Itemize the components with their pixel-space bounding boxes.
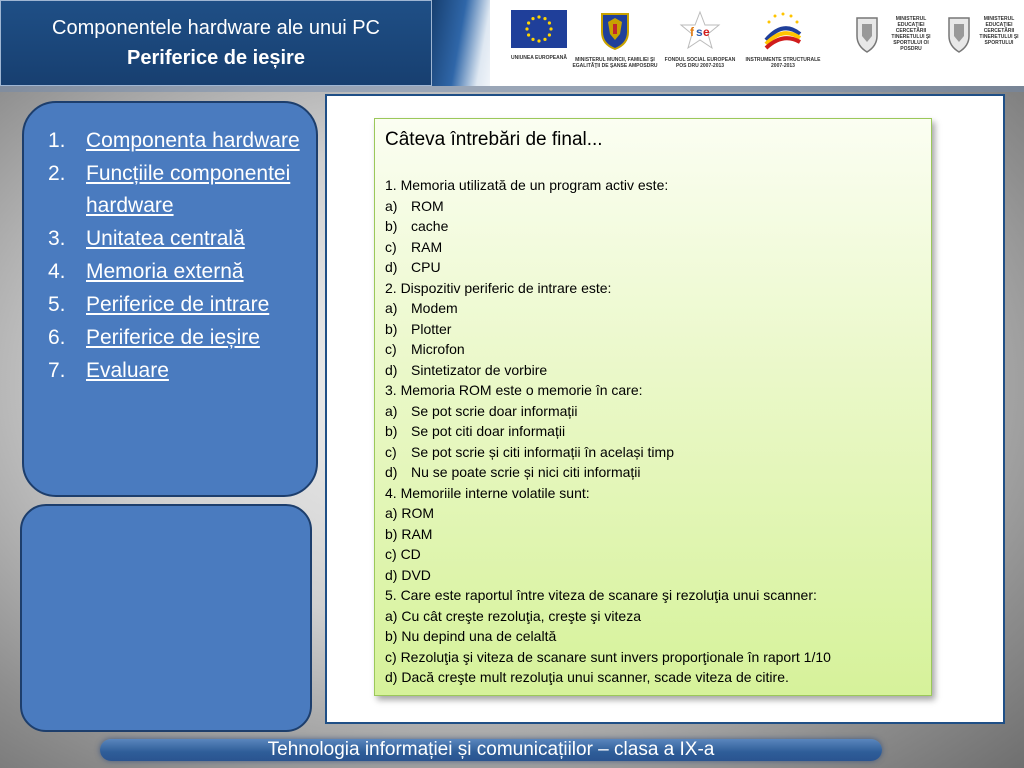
option-letter: a) [385, 197, 398, 214]
quiz-option [385, 667, 831, 688]
quiz-option [385, 524, 831, 545]
option-text: cache [411, 218, 449, 234]
quiz-option [385, 503, 831, 524]
svg-text:f: f [690, 25, 694, 39]
option-text: DVD [401, 566, 431, 583]
option-letter: c) [385, 648, 397, 665]
option-letter: d) [385, 259, 398, 275]
quiz-option [385, 319, 831, 340]
option-text: Se pot scrie doar informații [411, 402, 578, 419]
option-letter: c) [385, 546, 397, 562]
quiz-option [385, 401, 831, 422]
option-letter: a) [385, 402, 398, 419]
option-letter: b) [385, 525, 398, 542]
quiz-box [374, 118, 932, 696]
ministry-education-icon [854, 14, 940, 54]
logo-caption: MINISTERUL EDUCAŢIEI CERCETĂRII TINERETULUI ŞI SPORTULUI [979, 16, 1019, 46]
option-text: ROM [411, 197, 444, 214]
nav-link-memoria-externa[interactable]: Memoria externă [86, 260, 244, 283]
nav-item-periferice-intrare [44, 289, 314, 321]
nav-link-unitatea-centrala[interactable]: Unitatea centrală [86, 227, 245, 250]
quiz-option [385, 647, 831, 668]
option-text: Cu cât creşte rezoluţia, creşte şi viteza [401, 607, 641, 624]
nav-item-unitatea-centrala [44, 223, 314, 255]
quiz-body [385, 175, 831, 688]
nav-item-number: 4. [48, 260, 66, 283]
ministry-education-icon-2 [946, 14, 1024, 54]
logo-caption: FONDUL SOCIAL EUROPEAN POS DRU 2007-2013 [664, 57, 736, 69]
eu-flag-icon [510, 10, 568, 61]
svg-text:e: e [703, 25, 710, 39]
logo-caption: UNIUNEA EUROPEANĂ [511, 55, 567, 61]
quiz-question: 2. Dispozitiv periferic de intrare este: [385, 279, 612, 296]
quiz-question: 1. Memoria utilizată de un program activ este: [385, 177, 669, 193]
quiz-option [385, 298, 831, 319]
quiz-question: 5. Care este raportul între viteza de scanare şi rezoluţia unui scanner: [385, 587, 817, 603]
svg-text:s: s [696, 25, 703, 39]
option-letter: b) [385, 320, 398, 337]
nav-item-periferice-iesire [44, 322, 314, 354]
option-letter: d) [385, 669, 398, 685]
fse-logo-icon [662, 10, 738, 69]
logo-caption: MINISTERUL EDUCAŢIEI CERCETĂRII TINERETULUI ŞI SPORTULUI OI POSDRU [891, 16, 931, 52]
nav-item-number: 3. [48, 227, 66, 250]
slide-title-box [0, 0, 432, 86]
nav-link-periferice-intrare[interactable]: Periferice de intrare [86, 293, 270, 316]
option-text: Dacă creşte mult rezoluţia unui scanner, scade viteza de citire. [401, 669, 789, 685]
option-text: RAM [411, 238, 443, 255]
option-text: Se pot scrie și citi informații în același timp [411, 443, 674, 460]
quiz-option [385, 565, 831, 586]
header-divider [0, 86, 1024, 92]
option-letter: b) [385, 423, 398, 439]
structural-instruments-icon [742, 10, 824, 69]
quiz-option [385, 360, 831, 381]
logo-caption: INSTRUMENTE STRUCTURALE 2007-2013 [745, 57, 821, 69]
option-text: RAM [401, 525, 433, 542]
option-text: Plotter [411, 320, 452, 337]
nav-item-componenta-hardware [44, 125, 314, 157]
quiz-option [385, 196, 831, 217]
option-text: Modem [411, 300, 458, 316]
nav-item-number: 7. [48, 359, 66, 382]
quiz-option [385, 237, 831, 258]
nav-item-memoria-externa [44, 256, 314, 288]
nav-link-componenta-hardware[interactable]: Componenta hardware [86, 129, 300, 152]
option-text: Se pot citi doar informații [411, 423, 566, 439]
nav-item-number: 2. [48, 162, 66, 185]
option-text: Nu depind una de celaltă [401, 628, 557, 644]
quiz-option [385, 257, 831, 278]
option-letter: d) [385, 361, 398, 378]
option-text: Sintetizator de vorbire [411, 361, 548, 378]
lesson-nav-list [44, 125, 314, 388]
option-text: CPU [411, 259, 441, 275]
empty-panel [20, 504, 312, 732]
option-text: Rezoluţia şi viteza de scanare sunt invers proporţionale în raport 1/10 [400, 648, 831, 665]
slide-subtitle: Periferice de ieșire [127, 47, 305, 69]
quiz-option [385, 442, 831, 463]
nav-link-functiile[interactable]: Funcțiile componentei hardware [86, 162, 291, 217]
nav-link-periferice-iesire[interactable]: Periferice de ieșire [86, 326, 260, 349]
sponsor-logo-strip [490, 0, 1024, 86]
option-letter: c) [385, 341, 397, 357]
quiz-option [385, 216, 831, 237]
quiz-option [385, 462, 831, 483]
quiz-question: 4. Memoriile interne volatile sunt: [385, 484, 590, 501]
nav-item-evaluare [44, 355, 314, 387]
quiz-option [385, 339, 831, 360]
option-letter: d) [385, 464, 398, 480]
slide-title: Componentele hardware ale unui PC [52, 17, 380, 39]
option-letter: b) [385, 628, 398, 644]
quiz-option [385, 626, 831, 647]
footer-text: Tehnologia informației și comunicațiilor – clasa a IX-a [267, 739, 715, 760]
option-text: Microfon [411, 341, 465, 357]
option-letter: b) [385, 218, 398, 234]
option-letter: a) [385, 300, 398, 316]
option-letter: a) [385, 505, 398, 521]
option-letter: c) [385, 443, 397, 460]
option-letter: a) [385, 607, 398, 624]
footer-bar [100, 739, 882, 761]
quiz-title: Câteva întrebări de final... [385, 129, 603, 150]
nav-link-evaluare[interactable]: Evaluare [86, 359, 169, 382]
nav-item-functiile [44, 158, 314, 222]
option-text: ROM [401, 505, 435, 521]
quiz-option [385, 544, 831, 565]
option-letter: d) [385, 566, 398, 583]
lesson-nav-panel [22, 101, 318, 497]
quiz-option [385, 606, 831, 627]
option-text: CD [400, 546, 421, 562]
option-text: Nu se poate scrie și nici citi informații [411, 464, 641, 480]
logo-caption: MINISTERUL MUNCII, FAMILIEI ŞI EGALITĂŢII DE ŞANSE AMPOSDRU [572, 57, 658, 69]
quiz-question: 3. Memoria ROM este o memorie în care: [385, 382, 643, 398]
nav-item-number: 6. [48, 326, 66, 349]
nav-item-number: 1. [48, 129, 66, 152]
nav-item-number: 5. [48, 293, 66, 316]
quiz-option [385, 421, 831, 442]
romania-coat-of-arms-icon [572, 10, 658, 69]
option-letter: c) [385, 238, 397, 255]
